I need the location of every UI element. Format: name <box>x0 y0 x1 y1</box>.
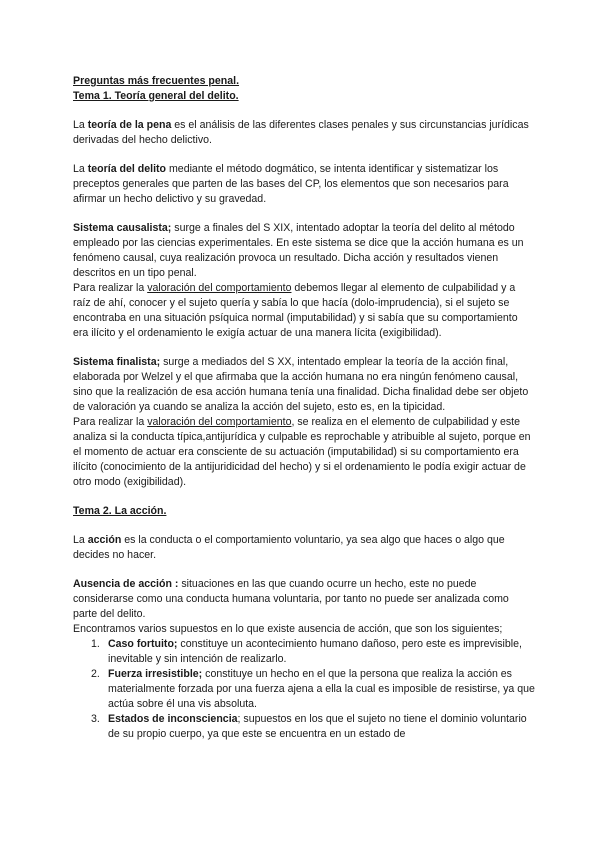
paragraph-teoria-delito: La teoría del delito mediante el método dogmático, se intenta identificar y sistematizar los preceptos generales que parten de las bases del CP, los elementos que son necesarios para afirmar un hecho delictivo y su gravedad. <box>73 163 509 205</box>
term-accion: acción <box>87 534 122 546</box>
list-item: 1. Caso fortuito; constituye un acontecimiento humano dañoso, pero este es imprevisible, inevitable y sin intención de realizarlo. <box>91 638 522 665</box>
paragraph-ausencia-accion: Ausencia de acción : situaciones en las que cuando ocurre un hecho, este no puede considerarse como una conducta humana voluntaria, por tanto no puede ser analizada como parte del delito. <box>73 578 509 620</box>
paragraph-accion: La acción es la conducta o el comportamiento voluntario, ya sea algo que haces o algo que decides no hacer. <box>73 534 505 561</box>
paragraph-valoracion-finalista: Para realizar la valoración del comportamiento, se realiza en el elemento de culpabilidad y este analiza si la conducta típica,antijurídica y culpable es reprochable y atribuible al sujeto, porque en el momento de actuar era consciente de su actuación (imputabilidad) si su comportamiento era ilícito (conocimiento de la antijuridicidad del hecho) y si el ordenamiento le podía exigir actuar de otro modo (exigibilidad). <box>73 416 531 488</box>
tema2-heading: Tema 2. La acción. <box>73 505 167 517</box>
paragraph-sistema-causalista: Sistema causalista; surge a finales del S XIX, intentado adoptar la teoría del delito al método empleado por las ciencias experimentales. En este sistema se dice que la acción humana es un fenómeno causal, cuya realización provoca un resultado. Dicha acción y resultados vienen descritos en un tipo penal. <box>73 222 524 279</box>
term-ausencia-accion: Ausencia de acción : <box>73 578 179 590</box>
term-valoracion-2: valoración del comportamiento <box>147 416 292 428</box>
term-teoria-pena: teoría de la pena <box>87 119 172 131</box>
document-content <box>73 74 535 742</box>
tema1-heading: Tema 1. Teoría general del delito. <box>73 90 239 102</box>
document-title: Preguntas más frecuentes penal. <box>73 75 240 87</box>
paragraph-sistema-finalista: Sistema finalista; surge a mediados del S XX, intentado emplear la teoría de la acción final, elaborada por Welzel y el que afirmaba que la acción humana no era ningún fenómeno causal, sino que la realización de esa acción humana tenía una finalidad. Dicha finalidad debe ser objeto de valoración ya cuando se analiza la acción del sujeto, esto es, en la tipicidad. <box>73 356 529 413</box>
list-item: 2. Fuerza irresistible; constituye un hecho en el que la persona que realiza la acción es materialmente forzada por una fuerza ajena a ella la cual es imposible de resistirse, ya que actúa sobre él una vis absoluta. <box>91 668 535 710</box>
supuestos-list <box>73 637 535 742</box>
paragraph-supuestos: Encontramos varios supuestos en lo que existe ausencia de acción, que son los siguientes; <box>73 623 503 635</box>
list-item: 3. Estados de inconsciencia; supuestos en los que el sujeto no tiene el dominio voluntario de su propio cuerpo, ya que este se encuentra en un estado de <box>91 713 527 740</box>
term-valoracion-1: valoración del comportamiento <box>147 282 292 294</box>
term-sistema-causalista: Sistema causalista; <box>73 222 172 234</box>
paragraph-valoracion-causalista: Para realizar la valoración del comportamiento debemos llegar al elemento de culpabilidad y a raíz de ahí, conocer y el sujeto quería y sabía lo que hacía (dolo-imprudencia), si el sujeto se encontraba en una situación psíquica normal (imputabilidad) y si sabía que su comportamiento era ilícito y el ordenamiento le exigía actuar de una manera lícita (exigibilidad). <box>73 282 518 339</box>
term-teoria-delito: teoría del delito <box>87 163 167 175</box>
paragraph-teoria-pena: La teoría de la pena es el análisis de las diferentes clases penales y sus circunstancias jurídicas derivadas del hecho delictivo. <box>73 119 529 146</box>
term-sistema-finalista: Sistema finalista; <box>73 356 161 368</box>
